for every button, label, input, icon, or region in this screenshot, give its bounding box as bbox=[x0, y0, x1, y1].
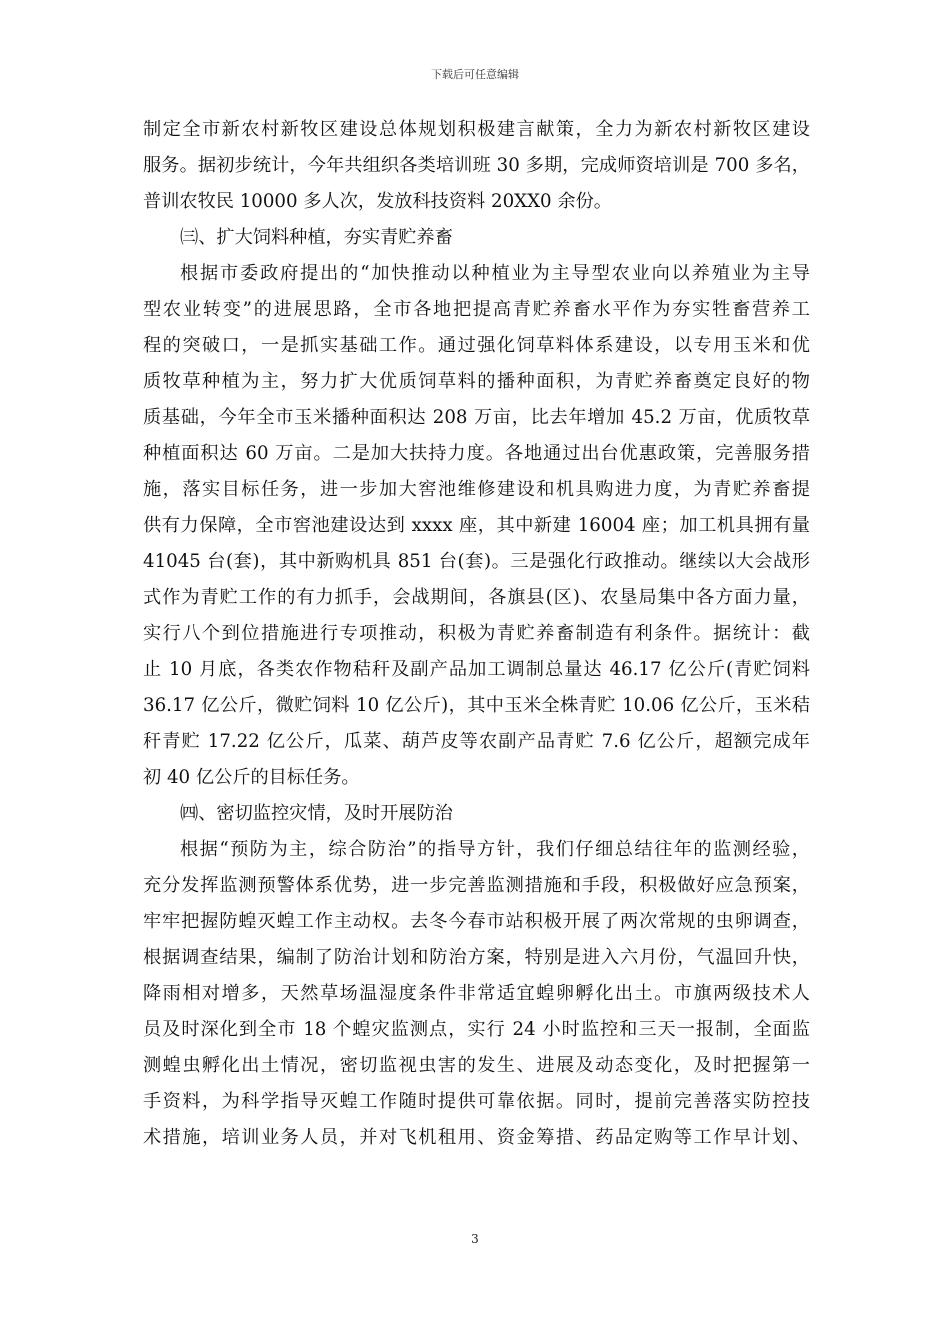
text-line: 根据市委政府提出的“加快推动以种植业为主导型农业向以养殖业为主导 bbox=[180, 263, 810, 284]
text-line: 秆青贮 17.22 亿公斤，瓜菜、葫芦皮等农副产品青贮 7.6 亿公斤，超额完成年 bbox=[143, 731, 810, 752]
text-line: 止 10 月底，各类农作物秸秆及副产品加工调制总量达 46.17 亿公斤(青贮饲料 bbox=[143, 659, 810, 680]
text-line: 手资料，为科学指导灭蝗工作随时提供可靠依据。同时，提前完善落实防控技 bbox=[143, 1091, 810, 1112]
text-line: 普训农牧民 10000 多人次，发放科技资料 20XX0 余份。 bbox=[143, 191, 612, 212]
section-heading: ㈢、扩大饲料种植，夯实青贮养畜 bbox=[180, 227, 453, 248]
text-line: 实行八个到位措施进行专项推动，积极为青贮养畜制造有利条件。据统计：截 bbox=[143, 623, 810, 644]
text-line: 施，落实目标任务，进一步加大窖池维修建设和机具购进力度，为青贮养畜提 bbox=[143, 479, 810, 500]
page-header: 下载后可任意编辑 bbox=[431, 68, 519, 81]
text-line: 41045 台(套)，其中新购机具 851 台(套)。三是强化行政推动。继续以大会战形 bbox=[143, 551, 810, 572]
text-line: 充分发挥监测预警体系优势，进一步完善监测措施和手段，积极做好应急预案， bbox=[143, 875, 810, 896]
document-body bbox=[143, 112, 810, 1156]
page-number: 3 bbox=[471, 1232, 479, 1246]
text-line: 制定全市新农村新牧区建设总体规划积极建言献策，全力为新农村新牧区建设 bbox=[143, 119, 810, 140]
text-line: 初 40 亿公斤的目标任务。 bbox=[143, 767, 360, 788]
text-line: 36.17 亿公斤，微贮饲料 10 亿公斤)，其中玉米全株青贮 10.06 亿公斤，玉米秸 bbox=[143, 695, 810, 716]
section-heading: ㈣、密切监控灾情，及时开展防治 bbox=[180, 803, 453, 824]
text-line: 降雨相对增多，天然草场温湿度条件非常适宜蝗卵孵化出土。市旗两级技术人 bbox=[143, 983, 810, 1004]
text-line: 型农业转变”的进展思路，全市各地把提高青贮养畜水平作为夯实牲畜营养工 bbox=[143, 299, 810, 320]
text-line: 质基础，今年全市玉米播种面积达 208 万亩，比去年增加 45.2 万亩，优质牧草 bbox=[143, 407, 810, 428]
text-line: 质牧草种植为主，努力扩大优质饲草料的播种面积，为青贮养畜奠定良好的物 bbox=[143, 371, 810, 392]
text-line: 测蝗虫孵化出土情况，密切监视虫害的发生、进展及动态变化，及时把握第一 bbox=[143, 1055, 810, 1076]
text-line: 供有力保障，全市窖池建设达到 xxxx 座，其中新建 16004 座；加工机具拥有量 bbox=[143, 515, 810, 536]
text-line: 根据调查结果，编制了防治计划和防治方案，特别是进入六月份，气温回升快， bbox=[143, 947, 810, 968]
text-line: 员及时深化到全市 18 个蝗灾监测点，实行 24 小时监控和三天一报制，全面监 bbox=[143, 1019, 810, 1040]
text-line: 术措施，培训业务人员，并对飞机租用、资金筹措、药品定购等工作早计划、 bbox=[143, 1127, 810, 1148]
text-line: 程的突破口，一是抓实基础工作。通过强化饲草料体系建设，以专用玉米和优 bbox=[143, 335, 810, 356]
text-line: 服务。据初步统计，今年共组织各类培训班 30 多期，完成师资培训是 700 多名， bbox=[143, 155, 810, 176]
text-line: 根据“预防为主，综合防治”的指导方针，我们仔细总结往年的监测经验， bbox=[180, 839, 810, 860]
text-line: 式作为青贮工作的有力抓手，会战期间，各旗县(区)、农垦局集中各方面力量， bbox=[143, 587, 810, 608]
text-line: 牢牢把握防蝗灭蝗工作主动权。去冬今春市站积极开展了两次常规的虫卵调查， bbox=[143, 911, 810, 932]
text-line: 种植面积达 60 万亩。二是加大扶持力度。各地通过出台优惠政策，完善服务措 bbox=[143, 443, 810, 464]
